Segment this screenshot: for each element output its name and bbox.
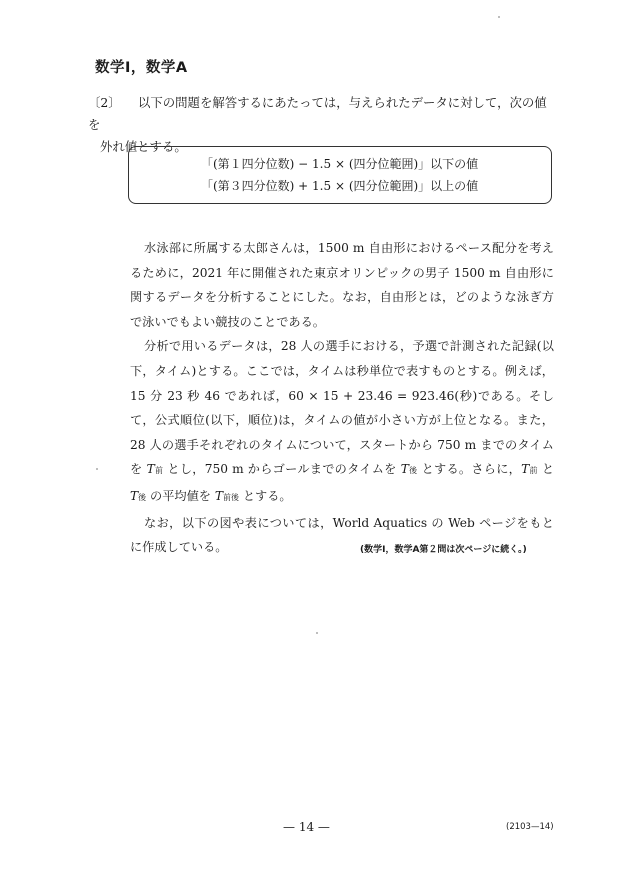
var-t-back: T後 xyxy=(400,462,418,477)
subscript-avg: 前後 xyxy=(222,492,239,502)
var-t-back-2: T後 xyxy=(130,488,147,503)
paragraph-2-text: 分析で用いるデータは，28 人の選手における，予選で計測された記録(以下，タイム)とする。ここでは，タイムは秒単位で表すものとする。例えば，15 分 23 秒 46 であれば，60 × 15 + 23.46 = 923.46(秒)である。そして，公式順位(以下，順位)は，タイムの値が小さい方が上位となる。また，28 人の選手それぞれのタイムについて，スタートから 750 m までのタイムを xyxy=(130,339,554,477)
paragraph-2-mid1: とし，750 m からゴールまでのタイムを xyxy=(167,462,397,477)
var-t-front-2: T前 xyxy=(521,462,538,477)
outlier-definition-box xyxy=(128,146,552,204)
page-code: (2103—14) xyxy=(506,822,554,832)
paragraph-2-mid2: とする。さらに， xyxy=(421,462,522,477)
scan-speck xyxy=(316,632,318,634)
paragraph-2-mid3: と xyxy=(541,462,555,477)
paragraph-2 xyxy=(130,334,554,510)
box-line-2: 「(第３四分位数) + 1.5 × (四分位範囲)」以上の値 xyxy=(201,179,479,193)
question-number: 〔2〕 xyxy=(88,95,121,110)
problem-body xyxy=(130,236,554,560)
page-number: — 14 — xyxy=(283,820,330,834)
box-line-1: 「(第１四分位数) − 1.5 × (四分位範囲)」以下の値 xyxy=(201,157,479,171)
paragraph-1: 水泳部に所属する太郎さんは，1500 m 自由形におけるペース配分を考えるために，2021 年に開催された東京オリンピックの男子 1500 m 自由形に関するデータを分析することにした。なお，自由形とは，どのような泳ぎ方で泳いでもよい競技のことである。 xyxy=(130,241,554,329)
var-t-avg: T前後 xyxy=(214,488,239,503)
continue-note: (数学Ⅰ，数学A第２問は次ページに続く。) xyxy=(360,545,527,555)
paragraph-2-mid4: の平均値を xyxy=(150,488,211,503)
paragraph-2-end: とする。 xyxy=(242,488,292,503)
intro-line-2: 外れ値とする。 xyxy=(100,139,187,154)
scan-speck xyxy=(498,16,500,18)
subscript-back: 後 xyxy=(408,466,418,476)
scan-speck xyxy=(96,468,98,470)
var-t-front: T前 xyxy=(146,462,164,477)
section-title: 数学Ⅰ，数学A xyxy=(95,60,188,76)
subscript-front: 前 xyxy=(154,466,164,476)
intro-line-1: 以下の問題を解答するにあたっては，与えられたデータに対して，次の値を xyxy=(88,95,547,132)
paragraph-3: なお，以下の図や表については，World Aquatics の Web ページをもとに作成している。 xyxy=(130,515,554,555)
